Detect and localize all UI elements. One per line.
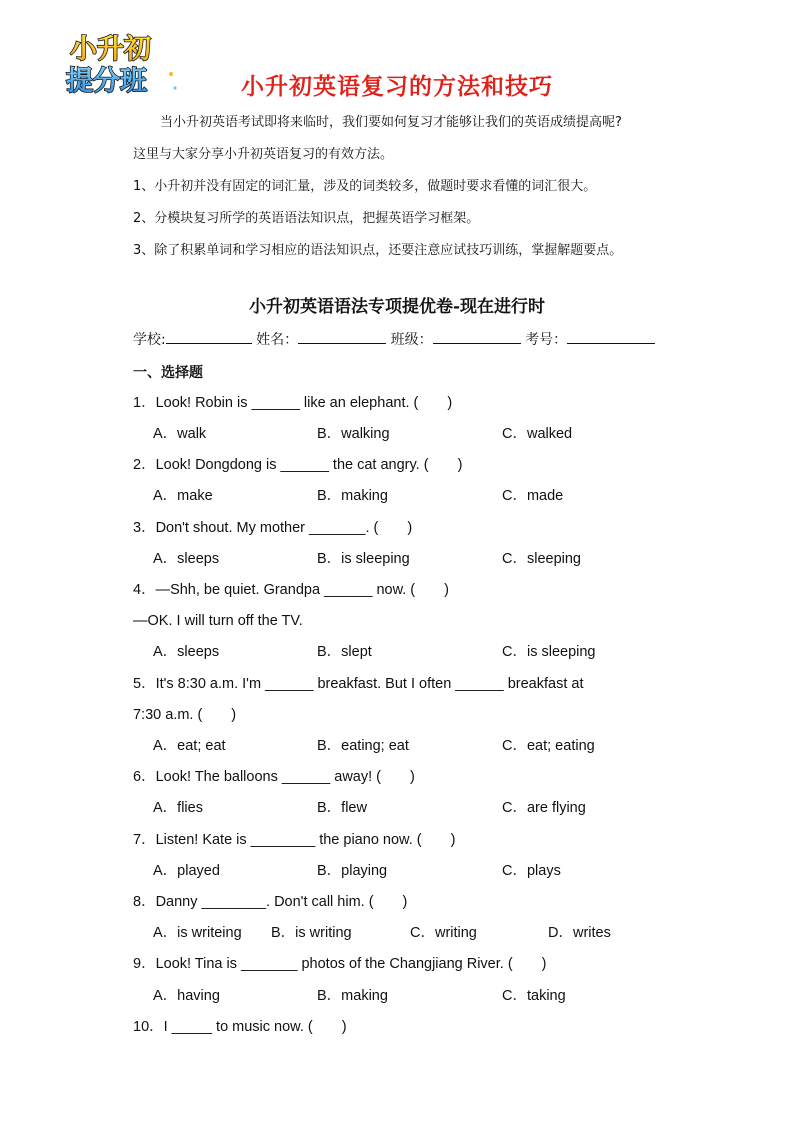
question-stem: 10．I _____ to music now. ( ) bbox=[133, 1019, 347, 1035]
section-heading: 一、选择题 bbox=[133, 365, 203, 381]
option-b[interactable]: B．slept bbox=[317, 644, 372, 660]
class-field[interactable] bbox=[433, 328, 521, 344]
question-stem: 7．Listen! Kate is ________ the piano now. ( ) bbox=[133, 832, 456, 848]
question-stem: 4．—Shh, be quiet. Grandpa ______ now. ( ) bbox=[133, 582, 449, 598]
option-b[interactable]: B．making bbox=[317, 488, 388, 504]
exam-title: 小升初英语语法专项提优卷-现在进行时 bbox=[248, 297, 546, 317]
option-d[interactable]: D．writes bbox=[548, 925, 611, 941]
option-b[interactable]: B．playing bbox=[317, 863, 388, 879]
question-stem: 5．It's 8:30 a.m. I'm ______ breakfast. But I often ______ breakfast at bbox=[133, 676, 584, 692]
option-a[interactable]: A．walk bbox=[153, 426, 207, 442]
option-b[interactable]: B．is writing bbox=[271, 925, 352, 941]
option-c[interactable]: C．writing bbox=[410, 925, 477, 941]
option-c[interactable]: C．is sleeping bbox=[502, 644, 596, 660]
option-c[interactable]: C．are flying bbox=[502, 800, 586, 816]
option-b[interactable]: B．eating; eat bbox=[317, 738, 409, 754]
option-a[interactable]: A．having bbox=[153, 988, 220, 1004]
number-label: 考号： bbox=[525, 332, 568, 348]
option-c[interactable]: C．made bbox=[502, 488, 564, 504]
number-field[interactable] bbox=[567, 328, 655, 344]
class-label: 班级： bbox=[390, 332, 433, 348]
name-field[interactable] bbox=[298, 328, 386, 344]
option-c[interactable]: C．walked bbox=[502, 426, 573, 442]
question-stem: 3．Don't shout. My mother _______. ( ) bbox=[133, 520, 413, 536]
option-c[interactable]: C．eat; eating bbox=[502, 738, 595, 754]
tip-2: 2、分模块复习所学的英语语法知识点，把握英语学习框架。 bbox=[133, 211, 480, 226]
logo-line2: 提分班 bbox=[66, 66, 147, 97]
option-a[interactable]: A．flies bbox=[153, 800, 203, 816]
question-stem-continued: 7:30 a.m. ( ) bbox=[133, 707, 237, 723]
question-stem: 2．Look! Dongdong is ______ the cat angry. ( ) bbox=[133, 457, 463, 473]
option-a[interactable]: A．played bbox=[153, 863, 220, 879]
option-c[interactable]: C．taking bbox=[502, 988, 566, 1004]
school-label: 学校: bbox=[133, 332, 166, 348]
option-b[interactable]: B．is sleeping bbox=[317, 551, 410, 567]
option-c[interactable]: C．plays bbox=[502, 863, 561, 879]
option-a[interactable]: A．eat; eat bbox=[153, 738, 226, 754]
logo-line1: 小升初 bbox=[70, 34, 151, 65]
option-c[interactable]: C．sleeping bbox=[502, 551, 581, 567]
option-b[interactable]: B．flew bbox=[317, 800, 367, 816]
tip-1: 1、小升初并没有固定的词汇量，涉及的词类较多，做题时要求看懂的词汇很大。 bbox=[133, 179, 597, 194]
intro-paragraph: 当小升初英语考试即将来临时，我们要如何复习才能够让我们的英语成绩提高呢? bbox=[160, 115, 622, 130]
option-b[interactable]: B．walking bbox=[317, 426, 390, 442]
question-stem: 9．Look! Tina is _______ photos of the Changjiang River. ( ) bbox=[133, 956, 547, 972]
question-stem: 6．Look! The balloons ______ away! ( ) bbox=[133, 769, 415, 785]
student-info bbox=[133, 328, 655, 350]
page-title: 小升初英语复习的方法和技巧 bbox=[241, 74, 553, 100]
option-a[interactable]: A．make bbox=[153, 488, 213, 504]
school-field[interactable] bbox=[166, 328, 252, 344]
tip-3: 3、除了积累单词和学习相应的语法知识点，还要注意应试技巧训练，掌握解题要点。 bbox=[133, 243, 623, 258]
question-stem-continued: —OK. I will turn off the TV. bbox=[133, 613, 303, 629]
name-label: 姓名： bbox=[256, 332, 299, 348]
intro-paragraph: 这里与大家分享小升初英语复习的有效方法。 bbox=[133, 147, 394, 162]
option-a[interactable]: A．is writeing bbox=[153, 925, 242, 941]
question-stem: 1．Look! Robin is ______ like an elephant. ( ) bbox=[133, 395, 453, 411]
option-b[interactable]: B．making bbox=[317, 988, 388, 1004]
option-a[interactable]: A．sleeps bbox=[153, 551, 220, 567]
question-stem: 8．Danny ________. Don't call him. ( ) bbox=[133, 894, 408, 910]
option-a[interactable]: A．sleeps bbox=[153, 644, 220, 660]
